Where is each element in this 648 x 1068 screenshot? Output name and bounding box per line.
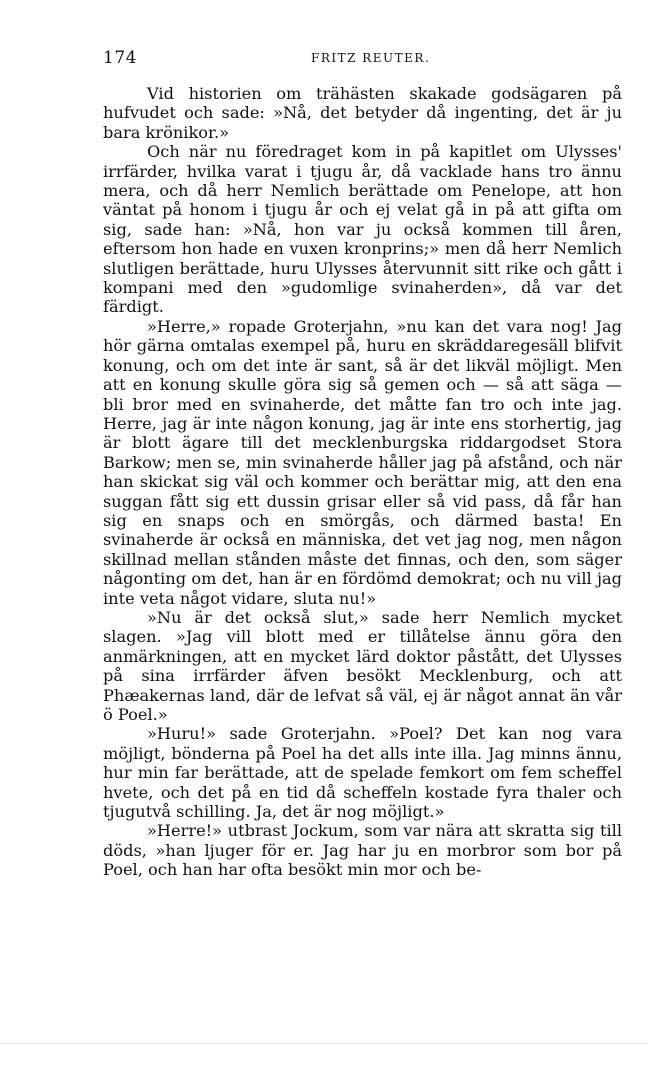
page-bottom-edge — [0, 1043, 648, 1068]
page-number: 174 — [103, 48, 137, 68]
paragraph: Vid historien om trähästen skakade godsägaren på hufvudet och sade: »Nå, det betyder då ingenting, det är ju bara krönikor.» — [103, 84, 622, 142]
page-header — [103, 48, 621, 72]
paragraph: Och när nu föredraget kom in på kapitlet om Ulysses' irrfärder, hvilka varat i tjugu år, då vacklade hans tro ännu mera, och då herr Nemlich berättade om Penelope, att hon väntat på honom i tjugu år och ej velat gå in på att gifta om sig, sade han: »Nå, hon var ju också kommen till åren, eftersom hon hade en vuxen kronprins;» men då herr Nemlich slutligen berättade, huru Ulysses återvunnit sitt rike och gått i kompani med den »gudomlige svinaherden», då var det färdigt. — [103, 142, 622, 317]
body-text — [103, 84, 622, 880]
paragraph: »Herre!» utbrast Jockum, som var nära att skratta sig till döds, »han ljuger för er. Jag har ju en morbror som bor på Poel, och han har ofta besökt min mor och be- — [103, 821, 622, 880]
paragraph: »Nu är det också slut,» sade herr Nemlich mycket slagen. »Jag vill blott med er tillåtelse ännu göra den anmärkningen, att en mycket lärd doktor påstått, det Ulysses på sina irrfärder äfven besökt Mecklenburg, och att Phæakernas land, där de lefvat så väl, ej är något annat än vår ö Poel.» — [103, 607, 622, 724]
paragraph: »Huru!» sade Groterjahn. »Poel? Det kan nog vara möjligt, bönderna på Poel ha det alls inte illa. Jag minns ännu, hur min far berättade, att de spelade femkort om fem scheffel hvete, och det på en tid då scheffeln kostade fyra thaler och tjugutvå schilling. Ja, det är nog möjligt.» — [103, 724, 622, 822]
paragraph: »Herre,» ropade Groterjahn, »nu kan det vara nog! Jag hör gärna omtalas exempel på, huru en skräddaregesäll blifvit konung, och om det inte är sant, så är det likväl möjligt. Men att en konung skulle göra sig så gemen och — så att säga — bli bror med en svinaherde, det måtte fan tro och inte jag. Herre, jag är inte någon konung, jag är inte ens storhertig, jag är blott ägare till det mecklenburgska riddargodset Stora Barkow; men se, min svinaherde håller jag på afstånd, och när han skickat sig väl och kommer och berättar mig, att den ena suggan fått sig ett dussin grisar eller så vid pass, då får han sig en snaps och en smörgås, och därmed basta! En svinaherde är också en människa, det vet jag nog, men någon skillnad mellan stånden måste det finnas, och den, som säger någonting om det, han är en fördömd demokrat; och nu vill jag inte veta något vidare, sluta nu!» — [103, 316, 622, 608]
running-head: FRITZ REUTER. — [311, 51, 431, 65]
